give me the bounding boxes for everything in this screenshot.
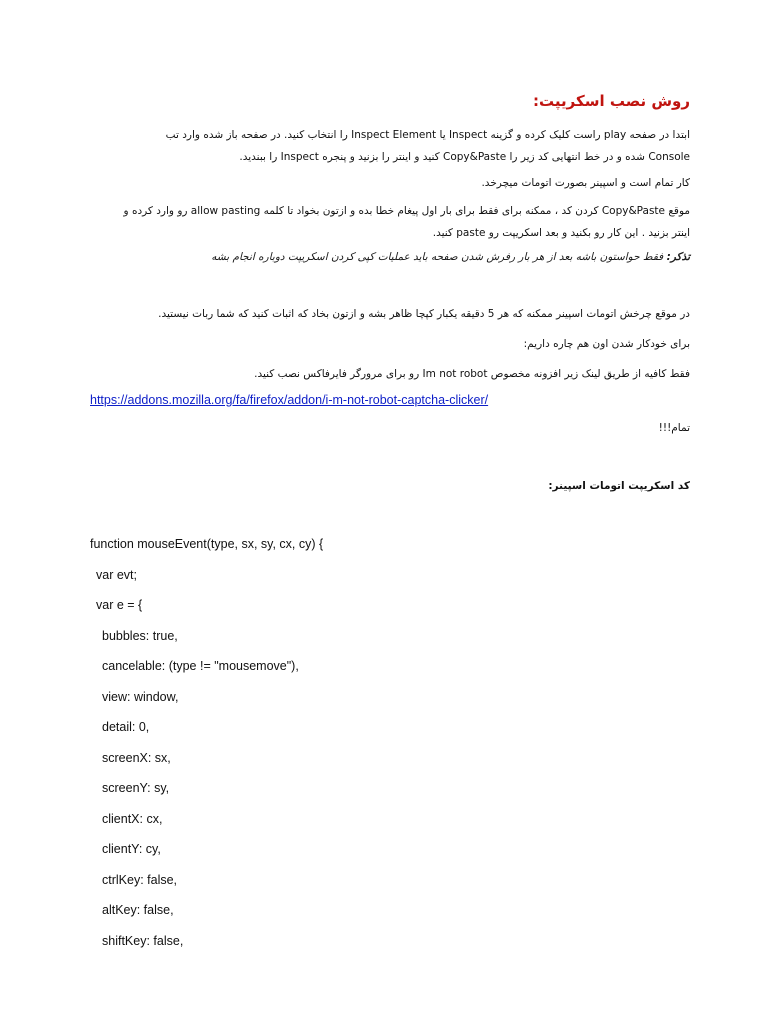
code-line: clientY: cy, <box>102 842 161 856</box>
note-text: فقط حواستون باشه بعد از هر بار رفرش شدن صفحه باید عملیات کپی کردن اسکریپت دوباره انجام بشه <box>211 251 664 263</box>
paste-line-2: اینتر بزنید . این کار رو بکنید و بعد اسکریپت رو paste کنید. <box>432 227 690 239</box>
captcha-paragraph <box>78 303 690 385</box>
code-heading: کد اسکریپت اتومات اسپینر: <box>548 480 690 492</box>
captcha-line-3: فقط کافیه از طریق لینک زیر افزونه مخصوص Im not robot رو برای مرورگر فایرفاکس نصب کنید. <box>254 368 690 380</box>
intro-paragraph <box>78 124 690 168</box>
code-line: cancelable: (type != "mousemove"), <box>102 659 299 673</box>
intro-line-1: ابتدا در صفحه play راست کلیک کرده و گزینه Inspect یا Inspect Element را انتخاب کنید. در صفحه باز شده وارد تب <box>165 129 690 141</box>
paste-line-1: موقع Copy&Paste کردن کد ، ممکنه برای فقط برای بار اول پیغام خطا بده و ازتون بخواد تا کلمه allow pasting رو وارد کرده و <box>123 205 690 217</box>
done-text: تمام!!! <box>658 422 690 434</box>
code-block <box>90 534 323 961</box>
code-line: ctrlKey: false, <box>102 872 178 887</box>
note-label: تذکر: <box>666 251 690 263</box>
intro-line-2: Console شده و در خط انتهایی کد زیر را Copy&Paste کنید و اینتر را بزنید و پنجره Inspect را ببندید. <box>239 151 690 163</box>
code-line: screenY: sy, <box>102 781 170 795</box>
code-line: bubbles: true, <box>102 628 178 643</box>
note-paragraph <box>78 246 690 268</box>
paste-paragraph <box>78 200 690 244</box>
code-line: shiftKey: false, <box>102 933 184 948</box>
code-line: var evt; <box>96 567 137 582</box>
captcha-line-2: برای خودکار شدن اون هم چاره داریم: <box>523 338 690 350</box>
code-line: var e = { <box>96 598 143 612</box>
spinner-paragraph <box>78 172 690 194</box>
code-line: view: window, <box>102 689 179 704</box>
code-line: altKey: false, <box>102 903 174 917</box>
spinner-line: کار تمام است و اسپینر بصورت اتومات میچرخد. <box>481 177 690 189</box>
code-line: screenX: sx, <box>102 750 171 765</box>
code-line: detail: 0, <box>102 720 150 734</box>
addon-link[interactable]: https://addons.mozilla.org/fa/firefox/addon/i-m-not-robot-captcha-clicker/ <box>90 393 489 407</box>
page-title: روش نصب اسکریپت: <box>533 92 690 110</box>
code-line: function mouseEvent(type, sx, sy, cx, cy) { <box>90 537 324 551</box>
code-line: clientX: cx, <box>102 811 163 826</box>
captcha-line-1: در موقع چرخش اتومات اسپینر ممکنه که هر 5 دقیقه یکبار کپچا ظاهر بشه و ازتون بخاد که اثبات کنید که شما ربات نیستید. <box>158 308 690 320</box>
